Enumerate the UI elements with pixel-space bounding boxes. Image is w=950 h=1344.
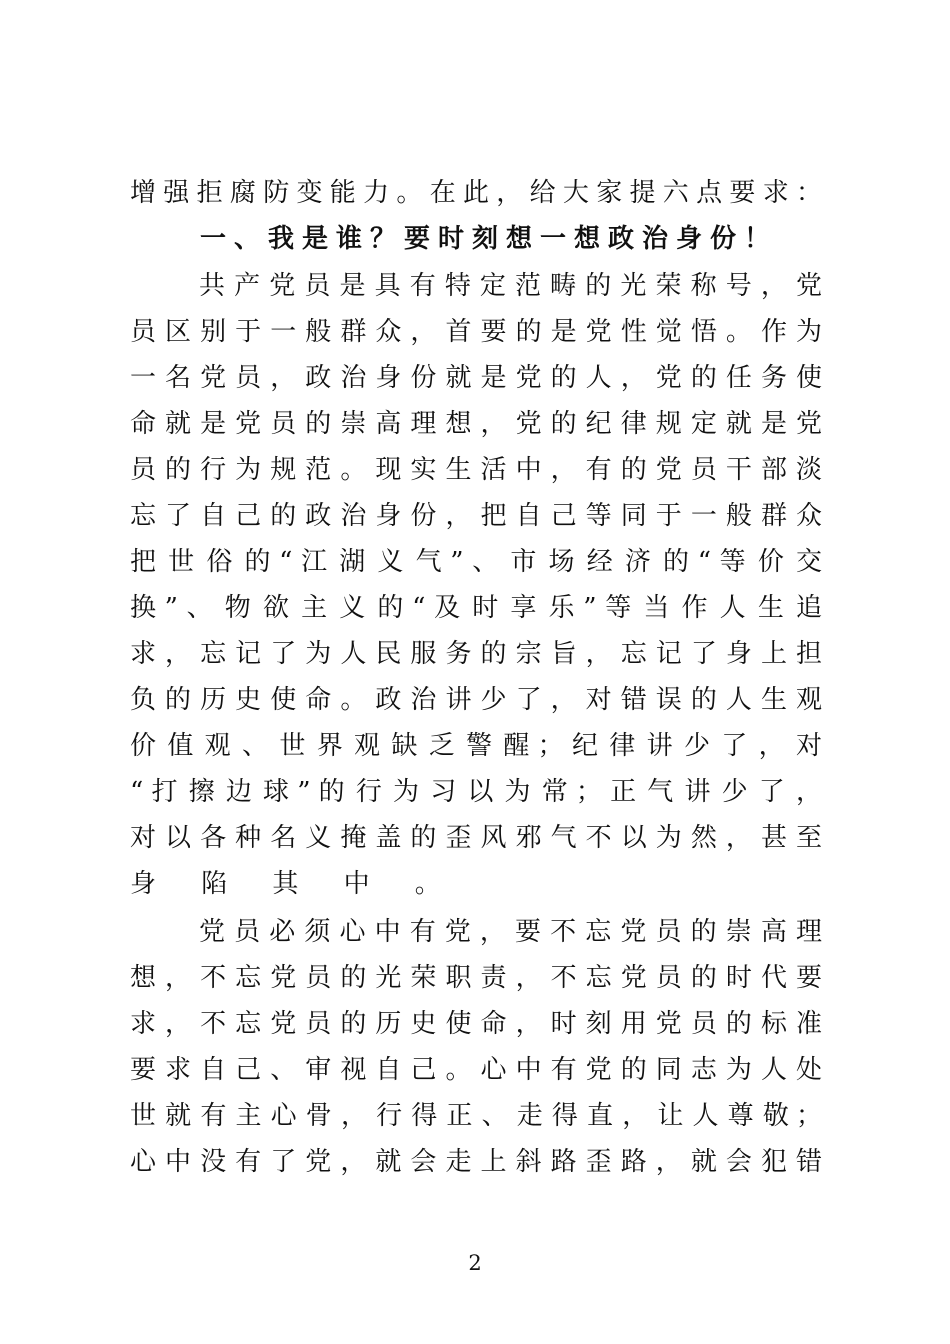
text-line: 想 ， 不 忘 党 员 的 光 荣 职 责 ， 不 忘 党 员 的 时 代 要 (130, 963, 822, 993)
text-line: 命 就 是 党 员 的 崇 高 理 想 ， 党 的 纪 律 规 定 就 是 党 (130, 409, 822, 439)
text-line: 把 世 俗 的 “ 江 湖 义 气 ” 、 市 场 经 济 的 “ 等 价 交 (130, 547, 822, 577)
text-line: 世 就 有 主 心 骨 ， 行 得 正 、 走 得 直 ， 让 人 尊 敬 ； (130, 1101, 822, 1131)
text-line: 求 ， 不 忘 党 员 的 历 史 使 命 ， 时 刻 用 党 员 的 标 准 (130, 1009, 822, 1039)
text-line: 共 产 党 员 是 具 有 特 定 范 畴 的 光 荣 称 号 ， 党 (199, 271, 822, 301)
text-line: “ 打 擦 边 球 ” 的 行 为 习 以 为 常 ； 正 气 讲 少 了 ， (130, 777, 822, 807)
text-line: 员 区 别 于 一 般 群 众 ， 首 要 的 是 党 性 觉 悟 。 作 为 (130, 317, 822, 347)
text-line: 党 员 必 须 心 中 有 党 ， 要 不 忘 党 员 的 崇 高 理 (199, 917, 822, 947)
text-line: 要 求 自 己 、 审 视 自 己 。 心 中 有 党 的 同 志 为 人 处 (130, 1055, 822, 1085)
intro-line: 增 强 拒 腐 防 变 能 力 。 在 此 ， 给 大 家 提 六 点 要 求 ： (130, 178, 822, 208)
text-line: 负 的 历 史 使 命 。 政 治 讲 少 了 ， 对 错 误 的 人 生 观 (130, 685, 822, 715)
text-line: 换 ” 、 物 欲 主 义 的 “ 及 时 享 乐 ” 等 当 作 人 生 追 (130, 593, 822, 623)
page-number: 2 (468, 1251, 482, 1275)
section-heading: 一 、 我 是 谁 ？ 要 时 刻 想 一 想 政 治 身 份 ！ (200, 224, 770, 254)
text-line: 员 的 行 为 规 范 。 现 实 生 活 中 ， 有 的 党 员 干 部 淡 (130, 455, 822, 485)
text-line: 身 陷 其 中 。 (130, 869, 461, 899)
text-line: 忘 了 自 己 的 政 治 身 份 ， 把 自 己 等 同 于 一 般 群 众 (130, 501, 822, 531)
text-line: 求 ， 忘 记 了 为 人 民 服 务 的 宗 旨 ， 忘 记 了 身 上 担 (130, 639, 822, 669)
text-line: 一 名 党 员 ， 政 治 身 份 就 是 党 的 人 ， 党 的 任 务 使 (130, 363, 822, 393)
text-line: 价 值 观 、 世 界 观 缺 乏 警 醒 ； 纪 律 讲 少 了 ， 对 (130, 731, 822, 761)
text-line: 对 以 各 种 名 义 掩 盖 的 歪 风 邪 气 不 以 为 然 ， 甚 至 (130, 823, 822, 853)
text-line: 心 中 没 有 了 党 ， 就 会 走 上 斜 路 歪 路 ， 就 会 犯 错 (130, 1147, 822, 1177)
